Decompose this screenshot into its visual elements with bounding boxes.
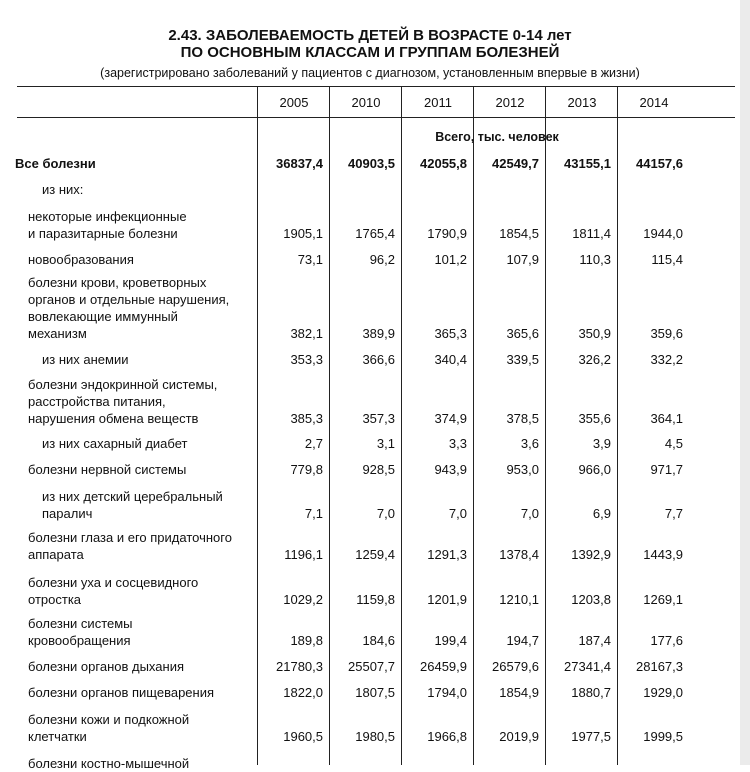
cell-value: 7,7	[664, 506, 683, 521]
row-label: болезни глаза и его придаточного аппарата	[28, 530, 232, 562]
cell-value: 1259,4	[355, 547, 395, 562]
cell-value: 2019,9	[499, 729, 539, 744]
cell-value: 378,5	[506, 411, 539, 426]
year-header: 2005	[279, 95, 309, 110]
row-label: из них анемии	[42, 352, 129, 367]
row-label: болезни кожи и подкожной клетчатки	[28, 712, 190, 744]
cell-value: 1203,8	[571, 592, 611, 607]
table-row	[0, 658, 740, 675]
cell-value: 1854,5	[499, 226, 539, 241]
row-label: из них сахарный диабет	[42, 436, 188, 451]
cell-value: 1880,7	[571, 685, 611, 700]
cell-value: 1929,0	[643, 685, 683, 700]
subheader-units: Всего, тыс. человек	[435, 130, 559, 144]
cell-value: 353,3	[290, 352, 323, 367]
cell-value: 189,8	[290, 633, 323, 648]
cell-value: 1210,1	[499, 592, 539, 607]
cell-value: 332,2	[650, 352, 683, 367]
cell-value: 7,0	[376, 506, 395, 521]
year-header: 2012	[495, 95, 525, 110]
cell-value: 1980,5	[355, 729, 395, 744]
row-label: болезни крови, кроветворных органов и отдельные нарушения, вовлекающие иммунный механизм	[28, 275, 230, 341]
cell-value: 3,1	[376, 436, 395, 451]
row-label: болезни органов дыхания	[28, 659, 184, 674]
table-row	[0, 435, 740, 452]
table-row	[0, 684, 740, 701]
cell-value: 199,4	[434, 633, 467, 648]
row-label: болезни нервной системы	[28, 462, 187, 477]
cell-value: 1159,8	[356, 592, 395, 607]
cell-value: 187,4	[578, 633, 611, 648]
cell-value: 1378,4	[499, 547, 539, 562]
year-header: 2010	[351, 95, 381, 110]
cell-value: 7,1	[304, 506, 323, 521]
cell-value: 357,3	[362, 411, 395, 426]
table-title-line2: ПО ОСНОВНЫМ КЛАССАМ И ГРУППАМ БОЛЕЗНЕЙ	[180, 44, 560, 61]
cell-value: 1196,1	[284, 547, 323, 562]
cell-value: 326,2	[578, 352, 611, 367]
cell-value: 36837,4	[276, 156, 323, 171]
table-row	[0, 274, 740, 342]
cell-value: 1905,1	[283, 226, 323, 241]
table-row	[0, 251, 740, 268]
cell-value: 339,5	[506, 352, 539, 367]
cell-value: 385,3	[290, 411, 323, 426]
table-row	[0, 615, 740, 649]
row-label: болезни системы кровообращения	[28, 616, 133, 648]
year-header: 2013	[567, 95, 597, 110]
cell-value: 26459,9	[420, 659, 467, 674]
cell-value: 943,9	[434, 462, 467, 477]
cell-value: 3,9	[592, 436, 611, 451]
table-row	[0, 574, 740, 608]
row-label: новообразования	[28, 252, 134, 267]
table-top-rule	[17, 86, 735, 87]
cell-value: 107,9	[506, 252, 539, 267]
table-row	[0, 711, 740, 745]
header-bottom-rule	[17, 117, 735, 118]
cell-value: 359,6	[650, 326, 683, 341]
table-row	[0, 488, 740, 522]
cell-value: 340,4	[434, 352, 467, 367]
cell-value: 1966,8	[427, 729, 467, 744]
cell-value: 43155,1	[564, 156, 611, 171]
cell-value: 350,9	[578, 326, 611, 341]
cell-value: 21780,3	[276, 659, 323, 674]
row-label: болезни эндокринной системы, расстройства питания, нарушения обмена веществ	[28, 377, 218, 426]
cell-value: 1944,0	[643, 226, 683, 241]
cell-value: 7,0	[520, 506, 539, 521]
table-row	[0, 755, 740, 772]
cell-value: 355,6	[578, 411, 611, 426]
cell-value: 1443,9	[643, 547, 683, 562]
cell-value: 365,3	[434, 326, 467, 341]
cell-value: 1392,9	[571, 547, 611, 562]
table-row	[0, 181, 740, 198]
cell-value: 364,1	[650, 411, 683, 426]
year-header: 2014	[639, 95, 669, 110]
cell-value: 26579,6	[492, 659, 539, 674]
cell-value: 1029,2	[283, 592, 323, 607]
cell-value: 382,1	[290, 326, 323, 341]
row-label: из них:	[42, 182, 84, 197]
cell-value: 42549,7	[492, 156, 539, 171]
cell-value: 184,6	[362, 633, 395, 648]
table-row	[0, 351, 740, 368]
cell-value: 1765,4	[355, 226, 395, 241]
cell-value: 366,6	[362, 352, 395, 367]
cell-value: 28167,3	[636, 659, 683, 674]
cell-value: 1822,0	[283, 685, 323, 700]
cell-value: 953,0	[506, 462, 539, 477]
cell-value: 177,6	[650, 633, 683, 648]
cell-value: 44157,6	[636, 156, 683, 171]
cell-value: 194,7	[506, 633, 539, 648]
table-row	[0, 376, 740, 427]
table-note: (зарегистрировано заболеваний у пациентов с диагнозом, установленным впервые в жизни)	[100, 66, 640, 80]
cell-value: 40903,5	[348, 156, 395, 171]
cell-value: 1790,9	[427, 226, 467, 241]
cell-value: 928,5	[362, 462, 395, 477]
cell-value: 1999,5	[643, 729, 683, 744]
cell-value: 1811,4	[572, 226, 611, 241]
cell-value: 2,7	[304, 436, 323, 451]
cell-value: 389,9	[362, 326, 395, 341]
table-row	[0, 208, 740, 242]
cell-value: 115,4	[651, 252, 683, 267]
cell-value: 7,0	[448, 506, 467, 521]
cell-value: 374,9	[434, 411, 467, 426]
cell-value: 971,7	[650, 462, 683, 477]
cell-value: 966,0	[578, 462, 611, 477]
cell-value: 1794,0	[427, 685, 467, 700]
cell-value: 1977,5	[571, 729, 611, 744]
cell-value: 3,6	[520, 436, 539, 451]
cell-value: 1201,9	[427, 592, 467, 607]
year-header: 2011	[424, 95, 452, 110]
row-label: некоторые инфекционные и паразитарные болезни	[28, 209, 187, 241]
cell-value: 4,5	[664, 436, 683, 451]
cell-value: 25507,7	[348, 659, 395, 674]
table-row	[0, 155, 740, 172]
row-label: Все болезни	[15, 156, 96, 171]
table-row	[0, 529, 740, 563]
cell-value: 1291,3	[427, 547, 467, 562]
cell-value: 779,8	[290, 462, 323, 477]
cell-value: 1854,9	[499, 685, 539, 700]
cell-value: 73,1	[297, 252, 323, 267]
cell-value: 27341,4	[564, 659, 611, 674]
cell-value: 1960,5	[283, 729, 323, 744]
table-title: 2.43. ЗАБОЛЕВАЕМОСТЬ ДЕТЕЙ В ВОЗРАСТЕ 0-14 лет	[168, 27, 572, 44]
cell-value: 42055,8	[420, 156, 467, 171]
cell-value: 3,3	[448, 436, 467, 451]
cell-value: 1269,1	[643, 592, 683, 607]
row-label: болезни костно-мышечной	[28, 756, 190, 771]
cell-value: 1807,5	[355, 685, 395, 700]
row-label: из них детский церебральный паралич	[42, 489, 223, 521]
row-label: болезни уха и сосцевидного отростка	[28, 575, 199, 607]
cell-value: 96,2	[369, 252, 395, 267]
cell-value: 101,2	[434, 252, 467, 267]
cell-value: 6,9	[592, 506, 611, 521]
table-row	[0, 461, 740, 478]
cell-value: 365,6	[506, 326, 539, 341]
row-label: болезни органов пищеварения	[28, 685, 215, 700]
cell-value: 110,3	[579, 252, 611, 267]
page-edge	[740, 0, 750, 765]
